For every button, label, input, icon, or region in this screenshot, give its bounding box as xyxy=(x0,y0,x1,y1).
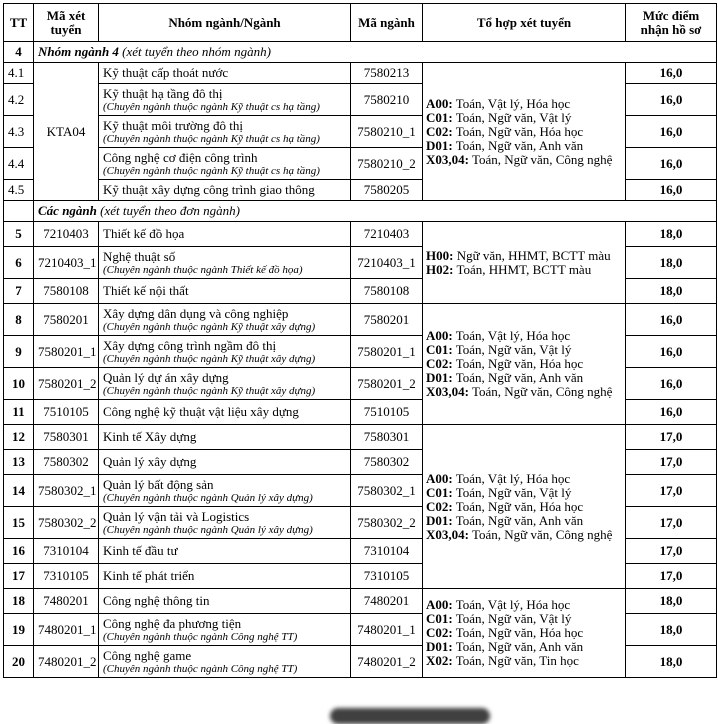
combo-code: D01: xyxy=(426,137,453,153)
combo-code: C01: xyxy=(426,342,453,357)
major-name: Công nghệ kỹ thuật vật liệu xây dựng xyxy=(103,404,299,419)
major-note: (Chuyên ngành thuộc ngành Kỹ thuật xây dựng) xyxy=(103,320,316,333)
major-note: (Chuyên ngành thuộc ngành Quản lý xây dựng) xyxy=(103,491,313,504)
major-name: Kinh tế Xây dựng xyxy=(103,429,197,444)
major-name: Kỹ thuật môi trường đô thị xyxy=(103,117,243,133)
group-tt: 4 xyxy=(4,42,34,63)
major-name: Nghệ thuật số xyxy=(103,248,176,264)
major-code: 7580210 xyxy=(351,84,423,116)
admission-code: 7580301 xyxy=(34,425,99,450)
combo-subjects: Toán, Vật lý, Hóa học xyxy=(452,328,571,343)
combo-subjects: Toán, Ngữ văn, Công nghệ xyxy=(468,384,613,399)
combo-subjects: Toán, Ngữ văn, Hóa học xyxy=(452,498,584,514)
admission-code: 7480201_1 xyxy=(34,614,99,646)
table-row xyxy=(4,304,717,336)
combo-subjects: Toán, Ngữ văn, Hóa học xyxy=(452,123,584,139)
major-code: 7580201_1 xyxy=(351,336,423,368)
major-name-cell xyxy=(99,400,351,425)
combo-code: C01: xyxy=(426,611,453,626)
row-tt: 4.2 xyxy=(4,84,34,116)
major-code: 7580108 xyxy=(351,279,423,304)
major-note: (Chuyên ngành thuộc ngành Kỹ thuật cs hạ tầng) xyxy=(103,164,320,177)
score: 17,0 xyxy=(626,507,717,539)
bottom-overlay-shadow xyxy=(330,708,490,724)
major-name-cell xyxy=(99,247,351,279)
combo-code: C02: xyxy=(426,123,453,139)
score: 16,0 xyxy=(626,180,717,201)
major-name: Kinh tế đầu tư xyxy=(103,543,178,558)
major-name-cell xyxy=(99,368,351,400)
major-name: Quản lý bất động sản xyxy=(103,476,214,492)
admission-code: 7510105 xyxy=(34,400,99,425)
combo-cell xyxy=(423,304,626,425)
combo-subjects: Toán, Ngữ văn, Anh văn xyxy=(452,639,584,654)
combo-subjects: Toán, Vật lý, Hóa học xyxy=(452,95,571,111)
major-name-cell xyxy=(99,180,351,201)
combo-line xyxy=(426,263,622,277)
score: 17,0 xyxy=(626,475,717,507)
combo-code: C02: xyxy=(426,625,453,640)
combo-code: D01: xyxy=(426,370,453,385)
major-name-cell xyxy=(99,564,351,589)
score: 16,0 xyxy=(626,116,717,148)
major-name: Công nghệ đa phương tiện xyxy=(103,615,242,631)
major-name-cell xyxy=(99,63,351,84)
major-code: 7480201 xyxy=(351,589,423,614)
header-row xyxy=(4,4,717,42)
major-name-cell xyxy=(99,450,351,475)
group-title-bold: Nhóm ngành 4 xyxy=(38,44,119,59)
major-name-cell xyxy=(99,148,351,180)
admission-code: 7580108 xyxy=(34,279,99,304)
score: 18,0 xyxy=(626,646,717,678)
combo-subjects: Toán, Ngữ văn, Anh văn xyxy=(452,512,584,528)
row-tt: 4.3 xyxy=(4,116,34,148)
combo-line xyxy=(426,111,622,125)
table-row xyxy=(4,222,717,247)
row-tt: 4.4 xyxy=(4,148,34,180)
major-name-cell xyxy=(99,222,351,247)
combo-code: D01: xyxy=(426,639,453,654)
admission-code: 7210403 xyxy=(34,222,99,247)
major-name: Thiết kế đồ họa xyxy=(103,226,185,241)
major-name-cell xyxy=(99,304,351,336)
combo-subjects: Toán, Ngữ văn, Công nghệ xyxy=(468,526,613,542)
row-tt: 8 xyxy=(4,304,34,336)
admission-table xyxy=(3,3,717,678)
major-note: (Chuyên ngành thuộc ngành Quản lý xây dựng) xyxy=(103,523,313,536)
combo-line xyxy=(426,598,622,612)
major-code: 7210403 xyxy=(351,222,423,247)
major-name: Công nghệ thông tin xyxy=(103,593,210,608)
combo-code: D01: xyxy=(426,512,453,528)
score: 18,0 xyxy=(626,279,717,304)
major-name: Thiết kế nội thất xyxy=(103,283,189,298)
admission-code: 7480201 xyxy=(34,589,99,614)
row-tt: 15 xyxy=(4,507,34,539)
combo-line xyxy=(426,139,622,153)
combo-code: X03,04: xyxy=(426,151,469,167)
major-code: 7310105 xyxy=(351,564,423,589)
combo-subjects: Toán, Ngữ văn, Vật lý xyxy=(452,611,572,626)
row-tt: 6 xyxy=(4,247,34,279)
row-tt: 20 xyxy=(4,646,34,678)
combo-line xyxy=(426,640,622,654)
score: 17,0 xyxy=(626,425,717,450)
major-name-cell xyxy=(99,589,351,614)
score: 16,0 xyxy=(626,304,717,336)
combo-code: A00: xyxy=(426,95,453,111)
combo-subjects: Toán, HHMT, BCTT màu xyxy=(453,261,592,277)
major-code: 7580213 xyxy=(351,63,423,84)
admission-code: 7580302_2 xyxy=(34,507,99,539)
admission-code: 7580302_1 xyxy=(34,475,99,507)
major-name-cell xyxy=(99,425,351,450)
table-row xyxy=(4,63,717,84)
major-code: 7580210_1 xyxy=(351,116,423,148)
group-title-note: (xét tuyển theo đơn ngành) xyxy=(96,203,240,218)
combo-subjects: Toán, Ngữ văn, Vật lý xyxy=(452,109,572,125)
combo-line xyxy=(426,626,622,640)
combo-line xyxy=(426,500,622,514)
row-tt: 13 xyxy=(4,450,34,475)
row-tt: 4.5 xyxy=(4,180,34,201)
score: 18,0 xyxy=(626,614,717,646)
major-name-cell xyxy=(99,507,351,539)
combo-line xyxy=(426,612,622,626)
major-name-cell xyxy=(99,475,351,507)
major-code: 7580201 xyxy=(351,304,423,336)
combo-code: H00: xyxy=(426,247,454,263)
row-tt: 10 xyxy=(4,368,34,400)
group-tt-empty xyxy=(4,201,34,222)
combo-code: X02: xyxy=(426,653,453,668)
row-tt: 7 xyxy=(4,279,34,304)
row-tt: 16 xyxy=(4,539,34,564)
major-code: 7580210_2 xyxy=(351,148,423,180)
major-note: (Chuyên ngành thuộc ngành Công nghệ TT) xyxy=(103,630,298,643)
header-ma-nganh: Mã ngành xyxy=(351,4,423,42)
major-name-cell xyxy=(99,614,351,646)
major-code: 7210403_1 xyxy=(351,247,423,279)
major-name: Kỹ thuật cấp thoát nước xyxy=(103,65,229,80)
combo-line xyxy=(426,97,622,111)
combo-line xyxy=(426,514,622,528)
major-name: Công nghệ game xyxy=(103,647,192,663)
combo-subjects: Toán, Vật lý, Hóa học xyxy=(452,470,571,486)
admission-code: 7580201 xyxy=(34,304,99,336)
major-name-cell xyxy=(99,84,351,116)
major-name: Công nghệ cơ điện công trình xyxy=(103,149,258,165)
major-name: Kinh tế phát triển xyxy=(103,568,195,583)
major-name: Kỹ thuật xây dựng công trình giao thông xyxy=(103,182,315,197)
major-code: 7510105 xyxy=(351,400,423,425)
combo-line xyxy=(426,371,622,385)
major-code: 7580301 xyxy=(351,425,423,450)
row-tt: 19 xyxy=(4,614,34,646)
major-name-cell xyxy=(99,539,351,564)
major-code: 7310104 xyxy=(351,539,423,564)
combo-subjects: Toán, Ngữ văn, Tin học xyxy=(452,653,579,668)
combo-subjects: Toán, Ngữ văn, Anh văn xyxy=(452,137,584,153)
score: 16,0 xyxy=(626,84,717,116)
major-code: 7580205 xyxy=(351,180,423,201)
combo-subjects: Toán, Ngữ văn, Vật lý xyxy=(452,484,572,500)
combo-line xyxy=(426,125,622,139)
combo-subjects: Toán, Ngữ văn, Anh văn xyxy=(452,370,584,385)
major-code: 7580302_1 xyxy=(351,475,423,507)
combo-subjects: Ngữ văn, HHMT, BCTT màu xyxy=(453,247,611,263)
row-tt: 17 xyxy=(4,564,34,589)
header-nganh: Nhóm ngành/Ngành xyxy=(99,4,351,42)
admission-code: 7480201_2 xyxy=(34,646,99,678)
combo-line xyxy=(426,357,622,371)
group-row-4 xyxy=(4,42,717,63)
score: 17,0 xyxy=(626,564,717,589)
score: 16,0 xyxy=(626,336,717,368)
combo-line xyxy=(426,249,622,263)
group-title xyxy=(34,201,717,222)
admission-code: 7580201_1 xyxy=(34,336,99,368)
major-code: 7480201_2 xyxy=(351,646,423,678)
group-title-bold: Các ngành xyxy=(38,203,97,218)
score: 16,0 xyxy=(626,63,717,84)
row-tt: 5 xyxy=(4,222,34,247)
combo-code: A00: xyxy=(426,597,453,612)
combo-subjects: Toán, Ngữ văn, Hóa học xyxy=(452,356,584,371)
major-name: Xây dựng dân dụng và công nghiệp xyxy=(103,305,289,321)
combo-code: C01: xyxy=(426,109,453,125)
combo-cell xyxy=(423,589,626,678)
row-tt: 11 xyxy=(4,400,34,425)
major-note: (Chuyên ngành thuộc ngành Công nghệ TT) xyxy=(103,662,298,675)
combo-code: H02: xyxy=(426,261,454,277)
row-tt: 14 xyxy=(4,475,34,507)
admission-code: 7310104 xyxy=(34,539,99,564)
major-code: 7580302_2 xyxy=(351,507,423,539)
combo-code: C02: xyxy=(426,498,453,514)
major-name: Quản lý dự án xây dựng xyxy=(103,369,229,385)
combo-code: A00: xyxy=(426,470,453,486)
combo-line xyxy=(426,528,622,542)
row-tt: 4.1 xyxy=(4,63,34,84)
group-title-note: (xét tuyển theo nhóm ngành) xyxy=(118,44,271,59)
admission-code: 7580302 xyxy=(34,450,99,475)
score: 18,0 xyxy=(626,222,717,247)
major-name-cell xyxy=(99,336,351,368)
combo-line xyxy=(426,343,622,357)
combo-line xyxy=(426,385,622,399)
score: 16,0 xyxy=(626,368,717,400)
score: 16,0 xyxy=(626,400,717,425)
row-tt: 12 xyxy=(4,425,34,450)
major-code: 7480201_1 xyxy=(351,614,423,646)
combo-line xyxy=(426,329,622,343)
table-row xyxy=(4,589,717,614)
combo-line xyxy=(426,486,622,500)
major-note: (Chuyên ngành thuộc ngành Kỹ thuật cs hạ tầng) xyxy=(103,132,320,145)
major-note: (Chuyên ngành thuộc ngành Thiết kế đồ họa) xyxy=(103,263,303,276)
combo-code: X03,04: xyxy=(426,526,469,542)
major-name: Quản lý vận tải và Logistics xyxy=(103,508,250,524)
combo-line xyxy=(426,654,622,668)
combo-subjects: Toán, Ngữ văn, Công nghệ xyxy=(468,151,613,167)
header-muc-diem: Mức điểm nhận hồ sơ xyxy=(626,4,717,42)
score: 17,0 xyxy=(626,539,717,564)
combo-cell xyxy=(423,222,626,304)
major-name-cell xyxy=(99,279,351,304)
row-tt: 18 xyxy=(4,589,34,614)
major-name: Xây dựng công trình ngầm đô thị xyxy=(103,337,277,353)
score: 18,0 xyxy=(626,247,717,279)
score: 17,0 xyxy=(626,450,717,475)
header-to-hop: Tổ hợp xét tuyển xyxy=(423,4,626,42)
combo-cell xyxy=(423,425,626,589)
major-code: 7580201_2 xyxy=(351,368,423,400)
admission-code: KTA04 xyxy=(34,63,99,201)
score: 18,0 xyxy=(626,589,717,614)
combo-code: C01: xyxy=(426,484,453,500)
combo-code: A00: xyxy=(426,328,453,343)
header-tt: TT xyxy=(4,4,34,42)
major-name-cell xyxy=(99,646,351,678)
major-code: 7580302 xyxy=(351,450,423,475)
group-title xyxy=(34,42,717,63)
admission-code: 7310105 xyxy=(34,564,99,589)
combo-subjects: Toán, Vật lý, Hóa học xyxy=(452,597,571,612)
header-ma-xet-tuyen: Mã xét tuyển xyxy=(34,4,99,42)
combo-cell xyxy=(423,63,626,201)
admission-code: 7210403_1 xyxy=(34,247,99,279)
table-row xyxy=(4,425,717,450)
combo-code: X03,04: xyxy=(426,384,469,399)
combo-line xyxy=(426,472,622,486)
combo-code: C02: xyxy=(426,356,453,371)
admission-code: 7580201_2 xyxy=(34,368,99,400)
combo-subjects: Toán, Ngữ văn, Hóa học xyxy=(452,625,584,640)
combo-line xyxy=(426,153,622,167)
combo-subjects: Toán, Ngữ văn, Vật lý xyxy=(452,342,572,357)
major-note: (Chuyên ngành thuộc ngành Kỹ thuật cs hạ tầng) xyxy=(103,100,320,113)
major-name: Quản lý xây dựng xyxy=(103,454,197,469)
score: 16,0 xyxy=(626,148,717,180)
major-name: Kỹ thuật hạ tầng đô thị xyxy=(103,85,223,101)
major-note: (Chuyên ngành thuộc ngành Kỹ thuật xây dựng) xyxy=(103,352,316,365)
major-note: (Chuyên ngành thuộc ngành Kỹ thuật xây dựng) xyxy=(103,384,316,397)
major-name-cell xyxy=(99,116,351,148)
group-row-single xyxy=(4,201,717,222)
row-tt: 9 xyxy=(4,336,34,368)
